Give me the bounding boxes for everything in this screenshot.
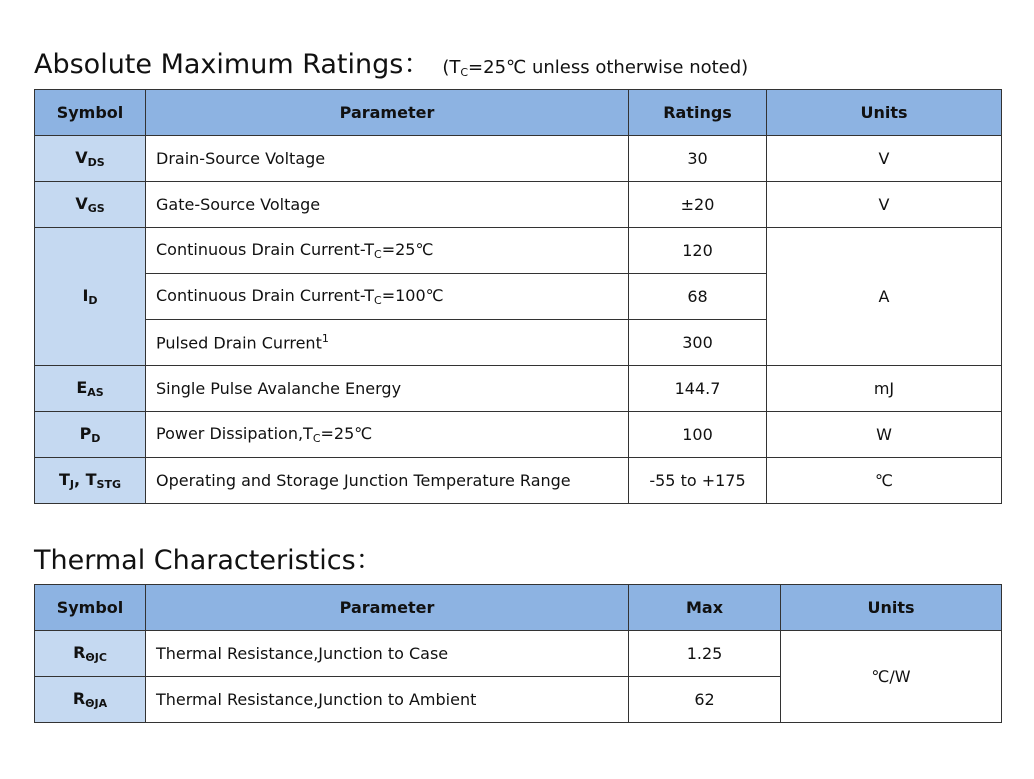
unit-cell: A: [767, 228, 1002, 366]
amr-header-symbol: Symbol: [35, 90, 146, 136]
amr-heading: [34, 42, 748, 81]
unit-cell: ℃/W: [781, 631, 1002, 723]
unit-cell: V: [767, 182, 1002, 228]
rating-cell: -55 to +175: [629, 458, 767, 504]
parameter-cell: Continuous Drain Current-$T_C=100℃$: [146, 274, 629, 320]
unit-cell: mJ: [767, 366, 1002, 412]
parameter-cell: Drain-Source Voltage: [146, 136, 629, 182]
amr-header-parameter: Parameter: [146, 90, 629, 136]
rating-cell: 144.7: [629, 366, 767, 412]
thermal-header-max: Max: [629, 585, 781, 631]
thermal-characteristics-table: [34, 584, 1002, 723]
amr-header-units: Units: [767, 90, 1002, 136]
parameter-cell: Gate-Source Voltage: [146, 182, 629, 228]
table-row: [35, 228, 1002, 274]
table-row: [35, 412, 1002, 458]
symbol-cell: $R_{\Theta JA}$: [35, 677, 146, 723]
table-row: [35, 136, 1002, 182]
absolute-maximum-ratings-table: [34, 89, 1002, 504]
max-cell: 62: [629, 677, 781, 723]
thermal-title: Thermal Characteristics：: [34, 545, 383, 576]
symbol-cell: $P_D$: [35, 412, 146, 458]
parameter-cell: Continuous Drain Current-$T_C=25℃$: [146, 228, 629, 274]
thermal-heading: [34, 538, 383, 577]
rating-cell: 300: [629, 320, 767, 366]
table-row: [35, 182, 1002, 228]
table-row: [35, 366, 1002, 412]
parameter-cell: Single Pulse Avalanche Energy: [146, 366, 629, 412]
amr-header-row: [35, 90, 1002, 136]
amr-condition-note: ($T_C=25℃$ unless otherwise noted): [442, 57, 749, 79]
thermal-header-parameter: Parameter: [146, 585, 629, 631]
symbol-cell: $I_D$: [35, 228, 146, 366]
symbol-cell: $E_{AS}$: [35, 366, 146, 412]
table-row: [35, 458, 1002, 504]
thermal-header-row: [35, 585, 1002, 631]
rating-cell: 30: [629, 136, 767, 182]
unit-cell: W: [767, 412, 1002, 458]
parameter-cell: Thermal Resistance,Junction to Ambient: [146, 677, 629, 723]
rating-cell: 120: [629, 228, 767, 274]
rating-cell: 68: [629, 274, 767, 320]
thermal-header-symbol: Symbol: [35, 585, 146, 631]
table-row: [35, 631, 1002, 677]
symbol-cell: $R_{\Theta JC}$: [35, 631, 146, 677]
unit-cell: V: [767, 136, 1002, 182]
symbol-cell: $T_J$, $T_{STG}$: [35, 458, 146, 504]
amr-title: Absolute Maximum Ratings：: [34, 49, 431, 80]
max-cell: 1.25: [629, 631, 781, 677]
symbol-cell: $V_{GS}$: [35, 182, 146, 228]
parameter-cell: Power $Dissipation,T_C=25℃$: [146, 412, 629, 458]
rating-cell: 100: [629, 412, 767, 458]
unit-cell: ℃: [767, 458, 1002, 504]
parameter-cell: Pulsed Drain Current$^1$: [146, 320, 629, 366]
thermal-header-units: Units: [781, 585, 1002, 631]
symbol-cell: $V_{DS}$: [35, 136, 146, 182]
amr-header-ratings: Ratings: [629, 90, 767, 136]
rating-cell: ±20: [629, 182, 767, 228]
parameter-cell: Thermal Resistance,Junction to Case: [146, 631, 629, 677]
parameter-cell: Operating and Storage Junction Temperature Range: [146, 458, 629, 504]
